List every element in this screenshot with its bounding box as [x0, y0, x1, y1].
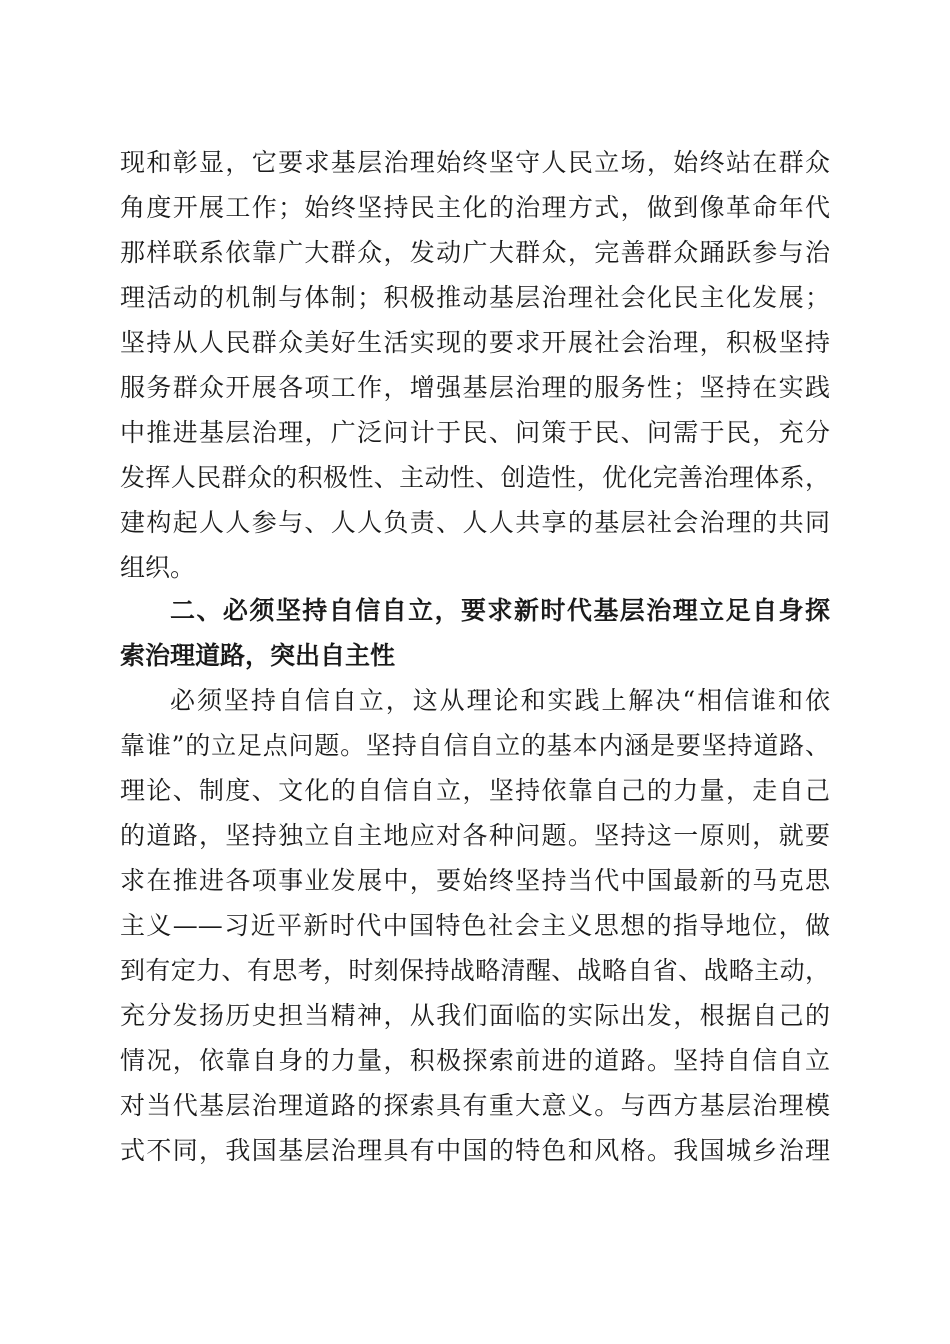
paragraph-line: 必须坚持自信自立，这从理论和实践上解决“相信谁和依 [170, 686, 830, 715]
paragraph-line: 坚持从人民群众美好生活实现的要求开展社会治理，积极坚持 [120, 328, 830, 357]
paragraph-line: 理活动的机制与体制；积极推动基层治理社会化民主化发展； [120, 283, 830, 312]
paragraph-line: 式不同，我国基层治理具有中国的特色和风格。我国城乡治理 [120, 1136, 830, 1165]
paragraph-line: 主义——习近平新时代中国特色社会主义思想的指导地位，做 [120, 911, 830, 940]
paragraph-line: 建构起人人参与、人人负责、人人共享的基层社会治理的共同 [120, 508, 830, 537]
paragraph-line: 服务群众开展各项工作，增强基层治理的服务性；坚持在实践 [120, 373, 830, 402]
paragraph-line: 靠谁”的立足点问题。坚持自信自立的基本内涵是要坚持道路、 [120, 731, 830, 760]
paragraph-line: 到有定力、有思考，时刻保持战略清醒、战略自省、战略主动， [120, 956, 830, 985]
paragraph-line: 现和彰显，它要求基层治理始终坚守人民立场，始终站在群众 [120, 148, 830, 177]
paragraph-line: 角度开展工作；始终坚持民主化的治理方式，做到像革命年代 [120, 193, 830, 222]
paragraph-line: 求在推进各项事业发展中，要始终坚持当代中国最新的马克思 [120, 866, 830, 895]
paragraph-line: 理论、制度、文化的自信自立，坚持依靠自己的力量，走自己 [120, 776, 830, 805]
paragraph-line: 组织。 [120, 553, 196, 582]
paragraph-line: 中推进基层治理，广泛问计于民、问策于民、问需于民，充分 [120, 418, 830, 447]
paragraph-line: 情况，依靠自身的力量，积极探索前进的道路。坚持自信自立 [120, 1046, 830, 1075]
section-heading: 索治理道路，突出自主性 [120, 641, 396, 670]
paragraph-line: 发挥人民群众的积极性、主动性、创造性，优化完善治理体系， [120, 463, 830, 492]
paragraph-line: 那样联系依靠广大群众，发动广大群众，完善群众踊跃参与治 [120, 238, 830, 267]
section-heading: 二、必须坚持自信自立，要求新时代基层治理立足自身探 [170, 596, 830, 625]
paragraph-line: 对当代基层治理道路的探索具有重大意义。与西方基层治理模 [120, 1091, 830, 1120]
paragraph-line: 的道路，坚持独立自主地应对各种问题。坚持这一原则，就要 [120, 821, 830, 850]
paragraph-line: 充分发扬历史担当精神，从我们面临的实际出发，根据自己的 [120, 1001, 830, 1030]
